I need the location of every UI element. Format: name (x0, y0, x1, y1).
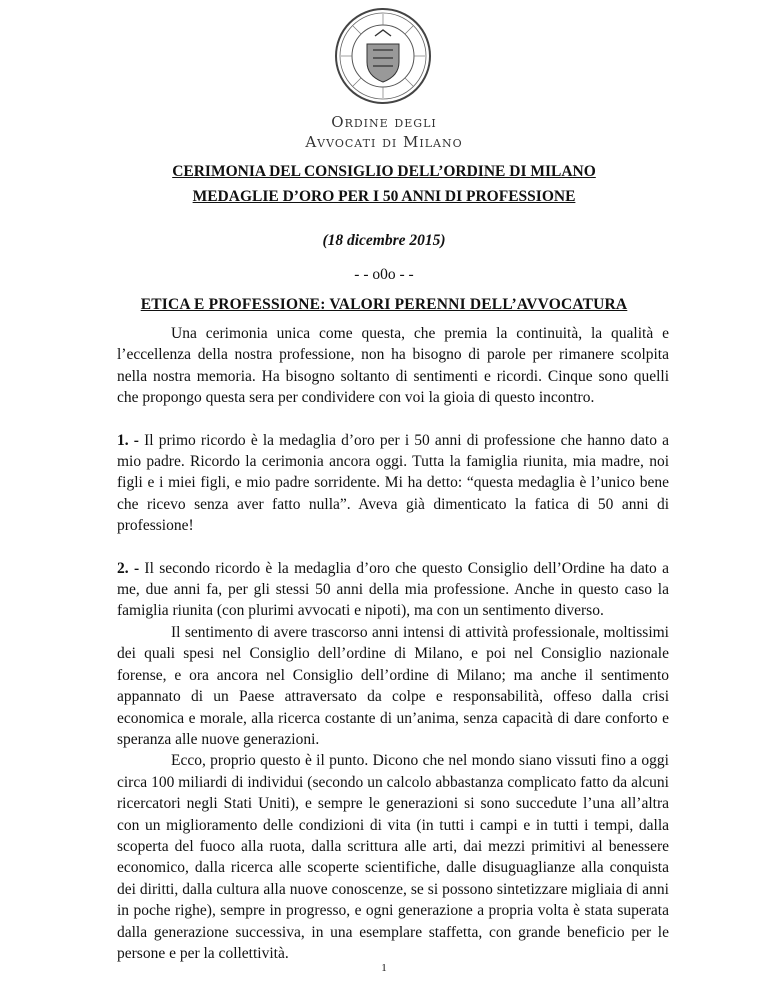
section-2-number: 2. - (117, 559, 140, 577)
section-2-paragraph-3: Ecco, proprio questo è il punto. Dicono che nel mondo siano vissuti fino a oggi circa 100 miliardi di individui (secondo un calcolo abbastanza complicato fatto da alcuni ricercatori negli Stati Uniti), e sempre le generazioni si sono succedute l’una all’altra con un miglioramento delle condizioni di vita (in tutti i campi e in tutti i tempi, dalla scoperta del fuoco alla ruota, dalla scrittura alle arti, dai mezzi primitivi al benessere economico, dalla ricerca alle scoperte scientifiche, dalle disuguaglianze alla conquista dei diritti, dalla cultura alla nuove conoscenze, se si possono sintetizzare migliaia di anni in poche righe), sempre in progresso, e ogni generazione a propria volta è stata superata dalla generazione successiva, in una esemplare staffetta, con grande beneficio per le persone e per la collettività. (117, 752, 669, 962)
section-1-text: Il primo ricordo è la medaglia d’oro per i 50 anni di professione che hanno dato a mio padre. Ricordo la cerimonia ancora oggi. Tutta la famiglia riunita, mia madre, noi figli e i miei figli, e mio padre sorridente. Mi ha detto: “questa medaglia è l’unico bene che ricevo senza aver fatto nulla”. Aveva già dimenticato la fatica di 50 anni di professione! (117, 431, 669, 535)
org-name-line1: Ordine degli (331, 113, 437, 131)
order-seal-logo (333, 6, 433, 106)
section-2-paragraph-2: Il sentimento di avere trascorso anni intensi di attività professionale, moltissimi dei quali spesi nel Consiglio dell’ordine di Milano, e poi nel Consiglio nazionale forense, e ora ancora nel Consiglio dell’ordine di Milano; ma anche il sentimento appannato di un Paese attraversato da colpe e responsabilità, offeso dalla crisi economica e morale, alla ricerca costante di un’anima, senza capacità di dare conforto e speranza alle nuove generazioni. (117, 623, 669, 748)
intro-paragraph: Una cerimonia unica come questa, che premia la continuità, la qualità e l’eccellenza della nostra professione, non ha bisogno di parole per rimanere scolpita nella nostra memoria. Ha bisogno soltanto di sentimenti e ricordi. Cinque sono quelli che propongo questa sera per condividere con voi la gioia di questo incontro. (117, 325, 669, 407)
separator: - - o0o - - (354, 266, 414, 283)
body-text (117, 323, 669, 964)
section-1-paragraph (117, 430, 669, 537)
org-name-line2: Avvocati di Milano (305, 133, 463, 151)
heading-date: (18 dicembre 2015) (322, 232, 446, 249)
document-title: ETICA E PROFESSIONE: VALORI PERENNI DELL’AVVOCATURA (140, 296, 628, 313)
section-2-paragraph (117, 558, 669, 622)
section-2-text: Il secondo ricordo è la medaglia d’oro che questo Consiglio dell’Ordine ha dato a me, due anni fa, per gli stessi 50 anni della mia professione. Anche in questo caso la famiglia riunita (con plurimi avvocati e nipoti), ma con un sentimento diverso. (117, 559, 669, 620)
heading-line2: MEDAGLIE D’ORO PER I 50 ANNI DI PROFESSIONE (192, 188, 576, 205)
heading-line1: CERIMONIA DEL CONSIGLIO DELL’ORDINE DI MILANO (172, 163, 596, 180)
section-1-number: 1. - (117, 431, 139, 449)
page-number: 1 (381, 962, 387, 974)
